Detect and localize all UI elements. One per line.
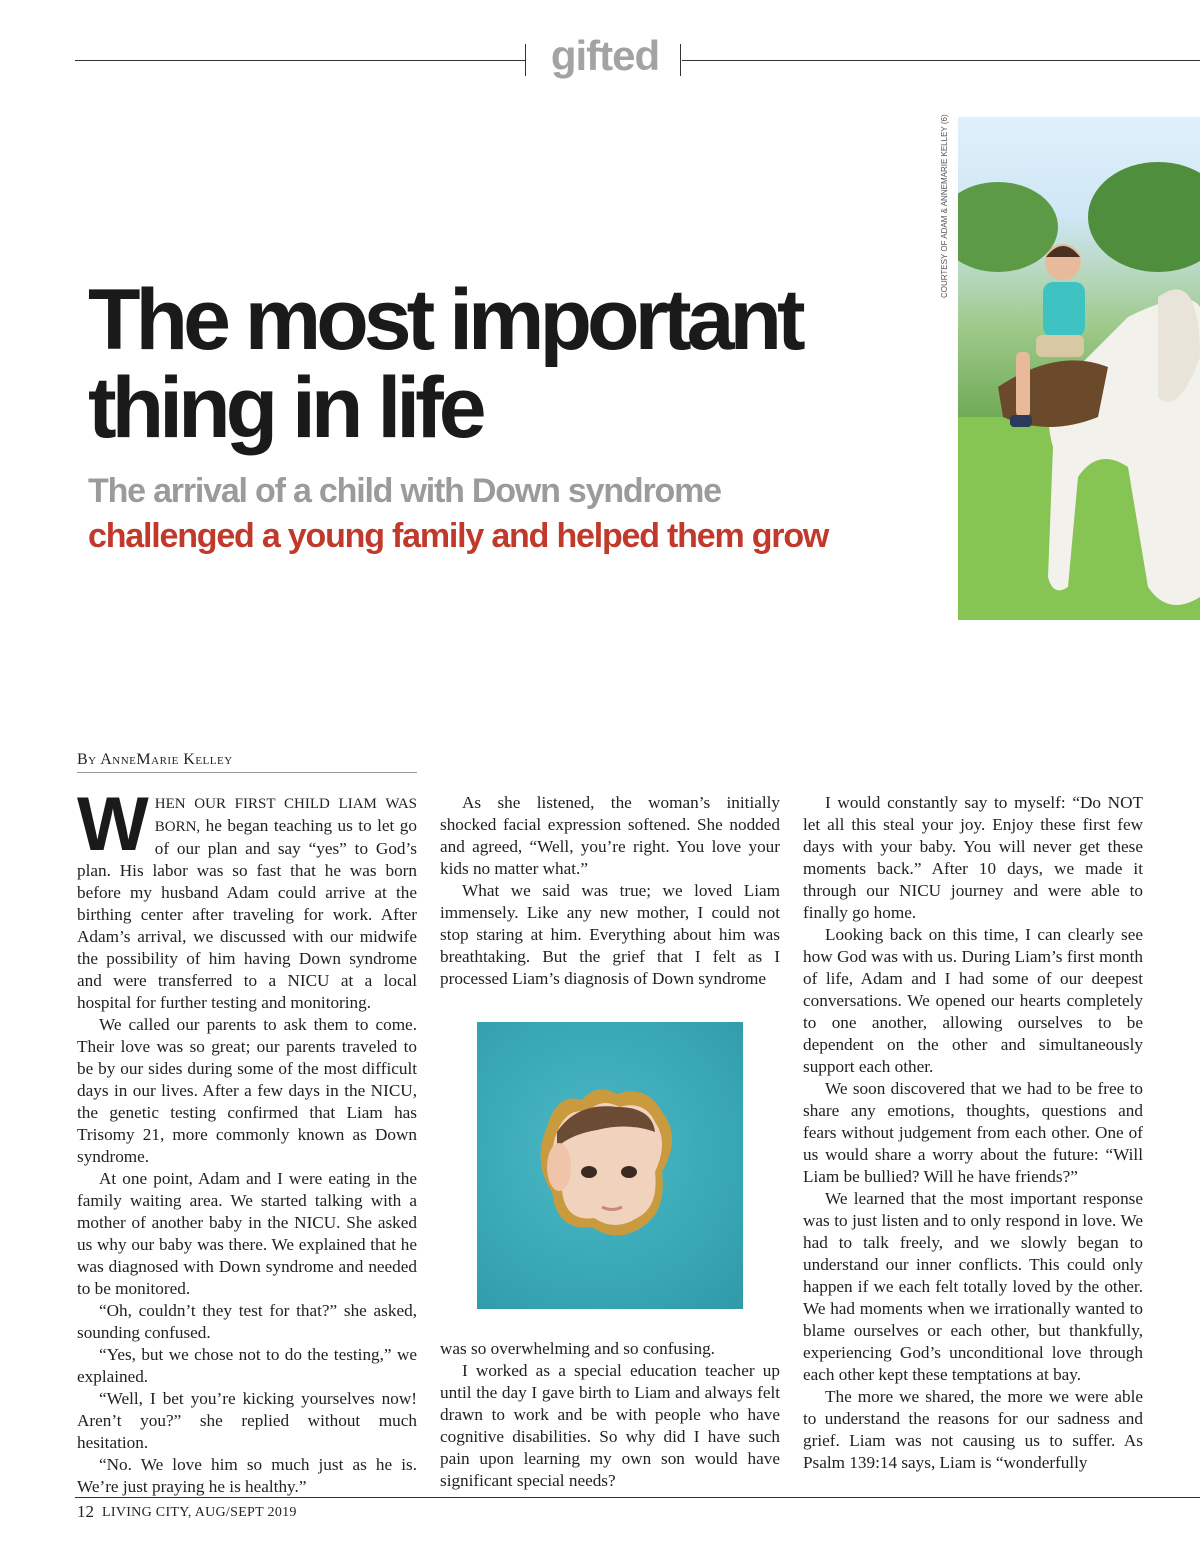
article-column-1 bbox=[77, 782, 417, 1498]
paragraph: Looking back on this time, I can clearly see how God was with us. During Liam’s first month of life, Adam and I had some of our deepest conversations. We opened our hearts completely to one another, allowing ourselves to be dependent on the other and simultaneously support each other. bbox=[803, 925, 1143, 1076]
paragraph: At one point, Adam and I were eating in the family waiting area. We started talking with a mother of another baby in the NICU. She asked us why our baby was there. We explained that he was diagnosed with Down syndrome and needed to be monitored. bbox=[77, 1169, 417, 1298]
paragraph: What we said was true; we loved Liam immensely. Like any new mother, I could not stop staring at him. Everything about him was breathtaking. But the grief that I felt as I processed Liam’s diagnosis of Down syndrome bbox=[440, 881, 780, 988]
paragraph: “Yes, but we chose not to do the testing,” we explained. bbox=[77, 1345, 417, 1386]
subheadline-red: challenged a young family and helped them grow bbox=[88, 517, 829, 555]
byline: By AnneMarie Kelley bbox=[77, 751, 417, 773]
paragraph: We called our parents to ask them to come. Their love was so great; our parents traveled to be by our sides during some of the most difficult days in our lives. After a few days in the NICU, the genetic testing confirmed that Liam has Trisomy 21, more commonly known as Down syndrome. bbox=[77, 1015, 417, 1166]
photo-child-peeking bbox=[477, 1022, 743, 1309]
header-tick-right bbox=[680, 44, 681, 76]
paragraph: I worked as a special education teacher up until the day I gave birth to Liam and always felt drawn to work and be with people who have cognitive disabilities. So why did I have such pain upon learning my own son would have significant special needs? bbox=[440, 1361, 780, 1490]
horse-photo-illustration bbox=[958, 117, 1200, 620]
article-column-2-top bbox=[440, 792, 780, 990]
lead-in-caps: HEN OUR FIRST CHILD LIAM WAS BORN, bbox=[154, 796, 417, 835]
headline: The most important thing in life bbox=[88, 272, 801, 456]
photo-child-on-horse bbox=[958, 117, 1200, 620]
paragraph-text: he began teaching us to let go of our plan and say “yes” to God’s plan. His labor was so fast that he was born before my husband Adam could arrive at the birthing center after traveling for work. After Adam’s arrival, we discussed with our midwife the possibility of him having Down syndrome and were transferred to a NICU at a local hospital for further testing and monitoring. bbox=[77, 816, 417, 1012]
paragraph: was so overwhelming and so confusing. bbox=[440, 1339, 715, 1358]
header-rule-left bbox=[75, 60, 525, 61]
article-column-2-bottom bbox=[440, 1338, 780, 1492]
subheadline-gray: The arrival of a child with Down syndrome bbox=[88, 472, 721, 510]
paragraph: “No. We love him so much just as he is. We’re just praying he is healthy.” bbox=[77, 1455, 417, 1496]
paragraph: The more we shared, the more we were able to understand the reasons for our sadness and grief. Liam was not causing us to suffer. As Psalm 139:14 says, Liam is “wonderfully bbox=[803, 1387, 1143, 1472]
section-tag: gifted bbox=[550, 32, 660, 79]
paragraph: “Oh, couldn’t they test for that?” she asked, sounding confused. bbox=[77, 1301, 417, 1342]
paragraph: We soon discovered that we had to be free to share any emotions, thoughts, questions and fears without judgement from each other. One of us would share a worry about the future: “Will Liam be bullied? Will he have friends?” bbox=[803, 1079, 1143, 1186]
publication-info: LIVING CITY, AUG/SEPT 2019 bbox=[102, 1505, 297, 1520]
paragraph: We learned that the most important response was to just listen and to only respond in love. We had to talk freely, and we slowly began to understand our inner conflicts. This could only happen if we each felt totally loved by the other. We had moments when we irrationally wanted to blame ourselves or each other, but thankfully, experiencing God’s unconditional love through each other kept these temptations at bay. bbox=[803, 1189, 1143, 1384]
article-column-3 bbox=[803, 792, 1143, 1474]
paragraph: I would constantly say to myself: “Do NOT let all this steal your joy. Enjoy these first few days with your baby. You will never get these moments back.” After 10 days, we made it through our NICU journey and were able to finally go home. bbox=[803, 793, 1143, 922]
paragraph: As she listened, the woman’s initially shocked facial expression softened. She nodded and agreed, “Well, you’re right. You love your kids no matter what.” bbox=[440, 793, 780, 878]
page-number: 12 bbox=[77, 1502, 94, 1521]
peek-photo-illustration bbox=[477, 1022, 743, 1309]
header-rule-right bbox=[682, 60, 1200, 61]
drop-cap: W bbox=[77, 782, 149, 867]
photo-credit: COURTESY OF ADAM & ANNEMARIE KELLEY (6) bbox=[940, 114, 949, 298]
header-tick-left bbox=[525, 44, 526, 76]
paragraph: “Well, I bet you’re kicking yourselves now! Aren’t you?” she replied without much hesitation. bbox=[77, 1389, 417, 1452]
paragraph bbox=[77, 782, 417, 1014]
footer-rule bbox=[75, 1497, 1200, 1498]
